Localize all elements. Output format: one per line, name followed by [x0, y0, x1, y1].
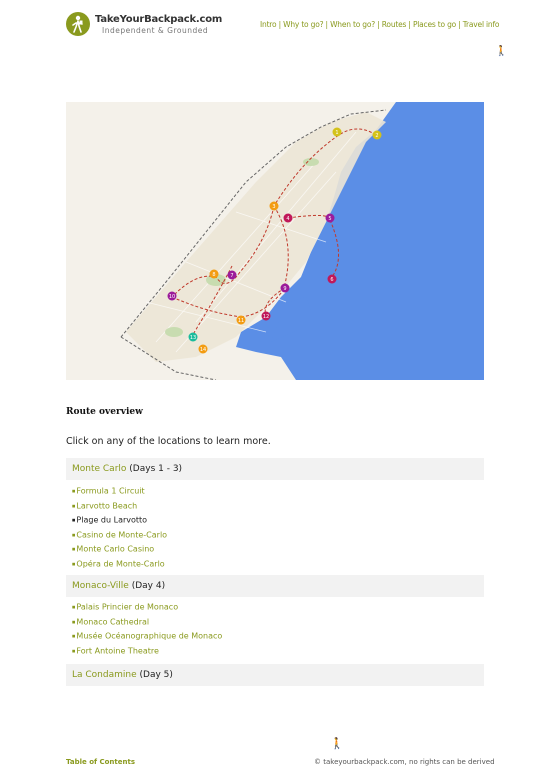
- brand-name[interactable]: TakeYourBackpack.com: [95, 14, 223, 25]
- map-marker-8[interactable]: [210, 270, 219, 279]
- list-item[interactable]: ■ Palais Princier de Monaco: [72, 600, 222, 615]
- svg-text:6: 6: [330, 277, 334, 283]
- nav-when-to-go[interactable]: When to go?: [330, 20, 376, 29]
- list-item: ■ Plage du Larvotto: [72, 513, 167, 528]
- nav-routes[interactable]: Routes: [381, 20, 407, 29]
- group-la-condamine-days: (Day 5): [139, 670, 173, 680]
- intro-text: Click on any of the locations to learn more.: [66, 436, 271, 447]
- svg-text:8: 8: [212, 272, 216, 278]
- svg-text:1: 1: [335, 130, 339, 136]
- group-monaco-ville: [66, 575, 484, 597]
- group-monte-carlo-link[interactable]: Monte Carlo: [72, 464, 127, 474]
- list-item[interactable]: ■ Musée Océanographique de Monaco: [72, 629, 222, 644]
- group-monte-carlo-days: (Days 1 - 3): [129, 464, 183, 474]
- group-la-condamine: [66, 664, 484, 686]
- hiker-icon: 🚶: [330, 737, 344, 750]
- nav-intro[interactable]: Intro: [260, 20, 277, 29]
- list-item[interactable]: ■ Monte Carlo Casino: [72, 542, 167, 557]
- top-navigation: Intro | Why to go? | When to go? | Routes | Places to go | Travel info: [260, 20, 500, 29]
- map-marker-10[interactable]: [168, 292, 177, 301]
- list-item[interactable]: ■ Monaco Cathedral: [72, 615, 222, 630]
- group-monaco-ville-days: (Day 4): [131, 581, 166, 591]
- svg-text:2: 2: [375, 133, 379, 139]
- map-canvas: [66, 102, 484, 380]
- svg-text:9: 9: [283, 286, 287, 292]
- route-map[interactable]: [66, 102, 484, 380]
- table-of-contents-link[interactable]: Table of Contents: [66, 758, 136, 766]
- list-item[interactable]: ■ Casino de Monte-Carlo: [72, 528, 167, 543]
- hiker-icon: 🚶: [495, 46, 508, 57]
- map-marker-6[interactable]: [328, 275, 337, 284]
- map-marker-9[interactable]: [281, 284, 290, 293]
- map-marker-5[interactable]: [326, 214, 335, 223]
- nav-travel-info[interactable]: Travel info: [462, 20, 500, 29]
- brand-tagline: Independent & Grounded: [102, 26, 209, 35]
- map-marker-2[interactable]: [373, 131, 382, 140]
- map-marker-11[interactable]: [237, 316, 246, 325]
- backpacker-logo-icon[interactable]: [66, 12, 90, 36]
- nav-why-to-go[interactable]: Why to go?: [283, 20, 324, 29]
- map-marker-14[interactable]: [199, 345, 208, 354]
- svg-text:10: 10: [168, 294, 176, 300]
- list-item[interactable]: ■ Fort Antoine Theatre: [72, 644, 222, 659]
- svg-text:7: 7: [230, 273, 234, 279]
- monte-carlo-list: [72, 484, 167, 571]
- footer-copyright: © takeyourbackpack.com, no rights can be derived: [314, 758, 495, 766]
- svg-text:5: 5: [328, 216, 332, 222]
- group-monaco-ville-link[interactable]: Monaco-Ville: [72, 581, 129, 591]
- map-marker-3[interactable]: [270, 202, 279, 211]
- svg-text:4: 4: [286, 216, 290, 222]
- map-marker-4[interactable]: [284, 214, 293, 223]
- page-header: [0, 0, 550, 60]
- list-item[interactable]: ■ Opéra de Monte-Carlo: [72, 557, 167, 572]
- svg-text:12: 12: [262, 314, 270, 320]
- group-la-condamine-link[interactable]: La Condamine: [72, 670, 137, 680]
- nav-places-to-go[interactable]: Places to go: [412, 20, 457, 29]
- monaco-ville-list: [72, 600, 222, 658]
- svg-text:13: 13: [189, 335, 197, 341]
- map-marker-7[interactable]: [228, 271, 237, 280]
- svg-text:11: 11: [237, 318, 245, 324]
- list-item[interactable]: ■ Larvotto Beach: [72, 499, 167, 514]
- section-title: Route overview: [66, 407, 143, 417]
- map-marker-12[interactable]: [262, 312, 271, 321]
- map-marker-1[interactable]: [333, 128, 342, 137]
- svg-text:3: 3: [272, 204, 276, 210]
- group-monte-carlo: [66, 458, 484, 480]
- list-item[interactable]: ■ Formula 1 Circuit: [72, 484, 167, 499]
- map-marker-13[interactable]: [189, 333, 198, 342]
- svg-text:14: 14: [199, 347, 207, 353]
